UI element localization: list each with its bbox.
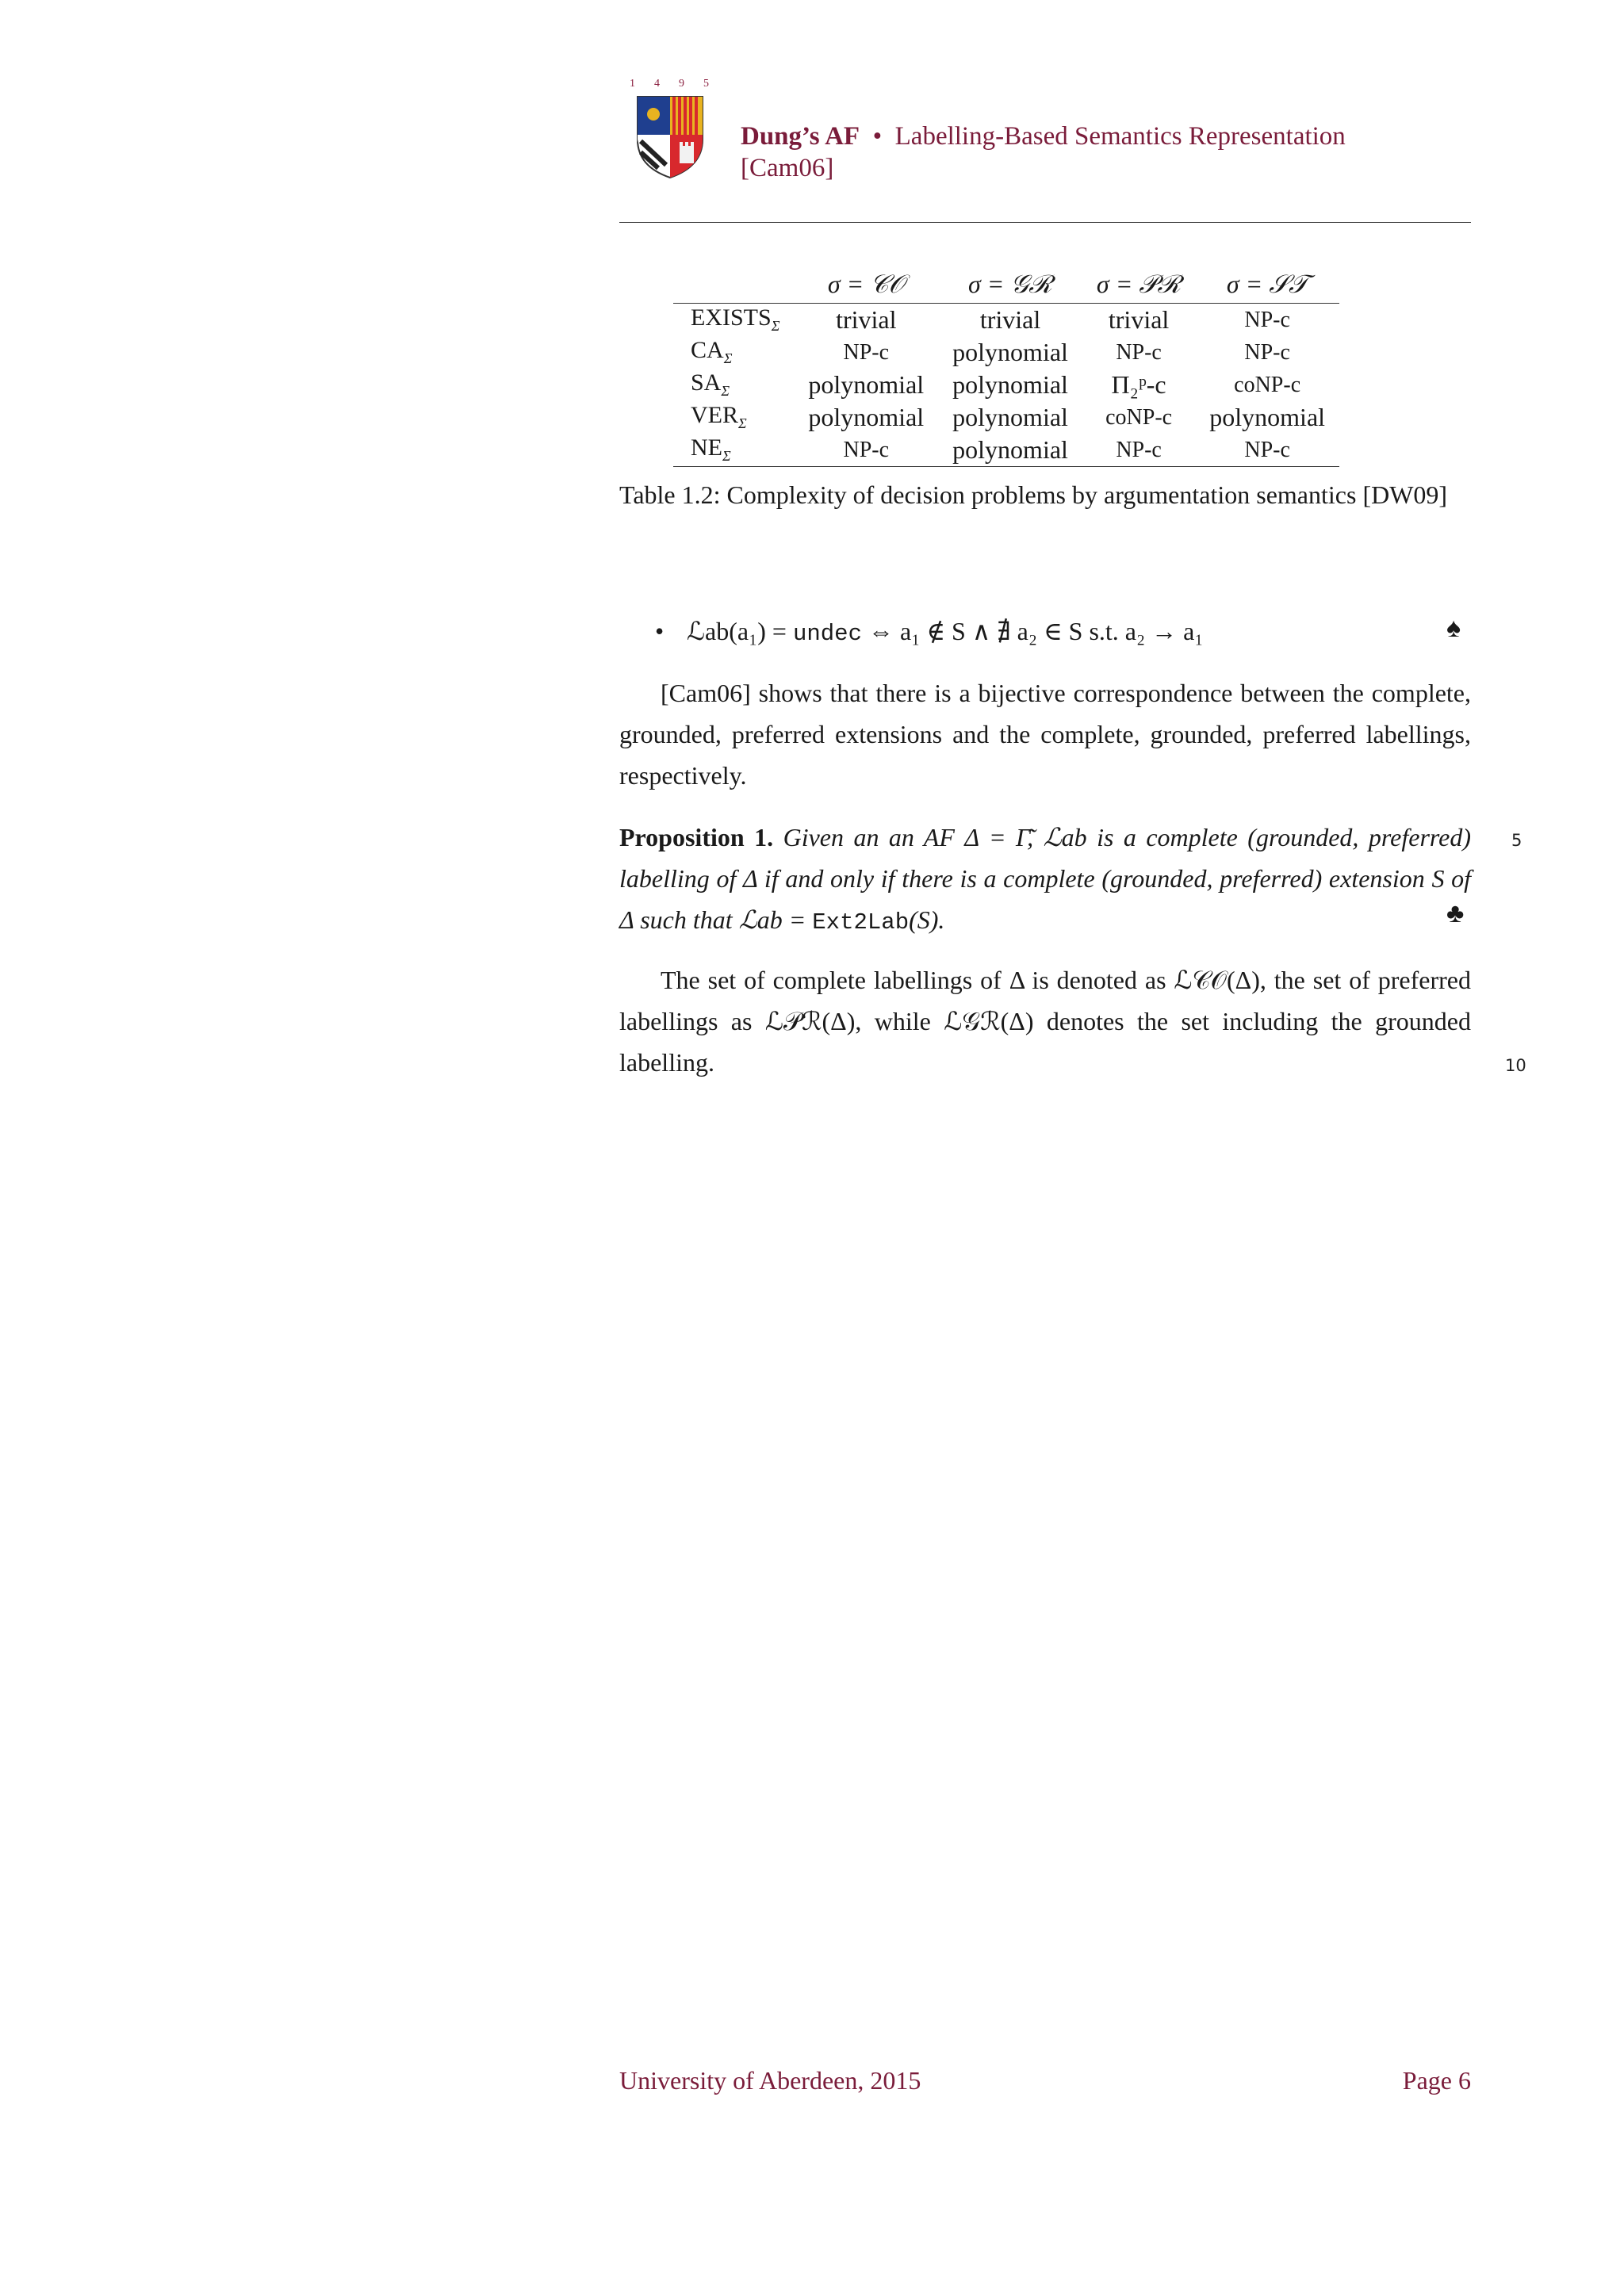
header-separator: • — [872, 122, 883, 151]
row-label: $NE_\sigma$ — [691, 434, 731, 465]
table-cell: trivial — [836, 305, 897, 334]
line-number: 5 — [1511, 831, 1522, 850]
table-header-cell: σ = 𝒢ℛ — [968, 270, 1053, 298]
table-cell: polynomial — [952, 338, 1068, 366]
header-title-bold: Dung’s AF — [741, 122, 860, 151]
table-cell: polynomial — [952, 370, 1068, 399]
proposition-heading: Proposition 1. — [619, 823, 774, 851]
table-cell: NP-c — [1244, 437, 1290, 462]
table-cell: polynomial — [952, 403, 1068, 431]
table-cell: polynomial — [808, 403, 925, 431]
complexity-table — [673, 266, 1339, 467]
table-cell: NP-c — [1116, 437, 1162, 462]
crest-years: 1 4 9 5 — [630, 78, 709, 90]
table-cell: trivial — [1108, 305, 1170, 334]
table-cell: polynomial — [808, 370, 925, 399]
header-rule — [619, 222, 1471, 223]
footer-university: University of Aberdeen, 2015 — [619, 2066, 921, 2095]
table-cell: NP-c — [1116, 339, 1162, 365]
table-cell: coNP-c — [1234, 372, 1301, 397]
table-row — [673, 369, 1339, 401]
table-row — [673, 434, 1339, 467]
header-title-rest: Labelling-Based Semantics Representation — [894, 122, 1346, 151]
paragraph-labelling-sets: The set of complete labellings of Δ is denoted as ℒ𝒞𝒪(Δ), the set of preferred labellings as ℒ𝒫ℛ(Δ), while ℒ𝒢ℛ(Δ) denotes the set including the grounded labelling. — [619, 966, 1471, 1077]
table-cell: trivial — [979, 305, 1041, 334]
bullet-dot-icon: • — [655, 617, 665, 645]
university-crest — [630, 78, 709, 182]
table-cell: polynomial — [1209, 403, 1326, 431]
line-number: 10 — [1505, 1056, 1526, 1075]
table-row — [673, 401, 1339, 434]
table-cell: NP-c — [1244, 339, 1290, 365]
table-cell: coNP-c — [1105, 404, 1173, 430]
shield-icon — [634, 94, 706, 179]
table-header-cell: σ = 𝒞𝒪 — [827, 270, 905, 298]
bullet-formula: ℒab(a₁) = undec ⇔ a₁ ∉ S ∧ ∄ a₂ ∈ S s.t. a₂ → a₁ — [687, 617, 1204, 647]
club-icon: ♣ — [1446, 899, 1465, 928]
table-cell: NP-c — [1244, 307, 1290, 332]
table-header-cell — [673, 266, 794, 304]
table-cell: Π₂ᵖ-c — [1111, 370, 1166, 399]
table-header-row — [673, 266, 1339, 304]
running-header — [741, 121, 1470, 184]
row-label: $CA_\sigma$ — [691, 336, 733, 368]
row-label: $EXISTS_\sigma$ — [691, 304, 780, 335]
table-cell: polynomial — [952, 435, 1068, 464]
table-cell: NP-c — [843, 339, 890, 365]
spade-icon: ♠ — [1446, 614, 1461, 643]
paragraph-bijection: [Cam06] shows that there is a bijective correspondence between the complete, grounded, preferred extensions and the complete, grounded, preferred labellings, respectively. — [619, 679, 1471, 790]
table-header-cell: σ = 𝒮𝒯 — [1226, 270, 1308, 298]
proposition-body: Given an an AF Δ = Γ̃, ℒab is a complete (grounded, preferred) labelling of Δ if and only if there is a complete (grounded, preferred) extension S of Δ such that ℒab = Ext2Lab(S). — [619, 823, 1472, 936]
table-caption: Table 1.2: Complexity of decision problems by argumentation semantics [DW09] — [619, 480, 1448, 509]
table-header-cell: σ = 𝒫ℛ — [1096, 270, 1182, 298]
table-row — [673, 336, 1339, 369]
header-citation: [Cam06] — [741, 154, 834, 182]
table-cell: NP-c — [843, 437, 890, 462]
table-row — [673, 304, 1339, 337]
row-label: $SA_\sigma$ — [691, 369, 730, 400]
row-label: $VER_\sigma$ — [691, 401, 747, 433]
proposition-1 — [619, 817, 1471, 943]
footer-page-number: Page 6 — [1402, 2066, 1471, 2095]
